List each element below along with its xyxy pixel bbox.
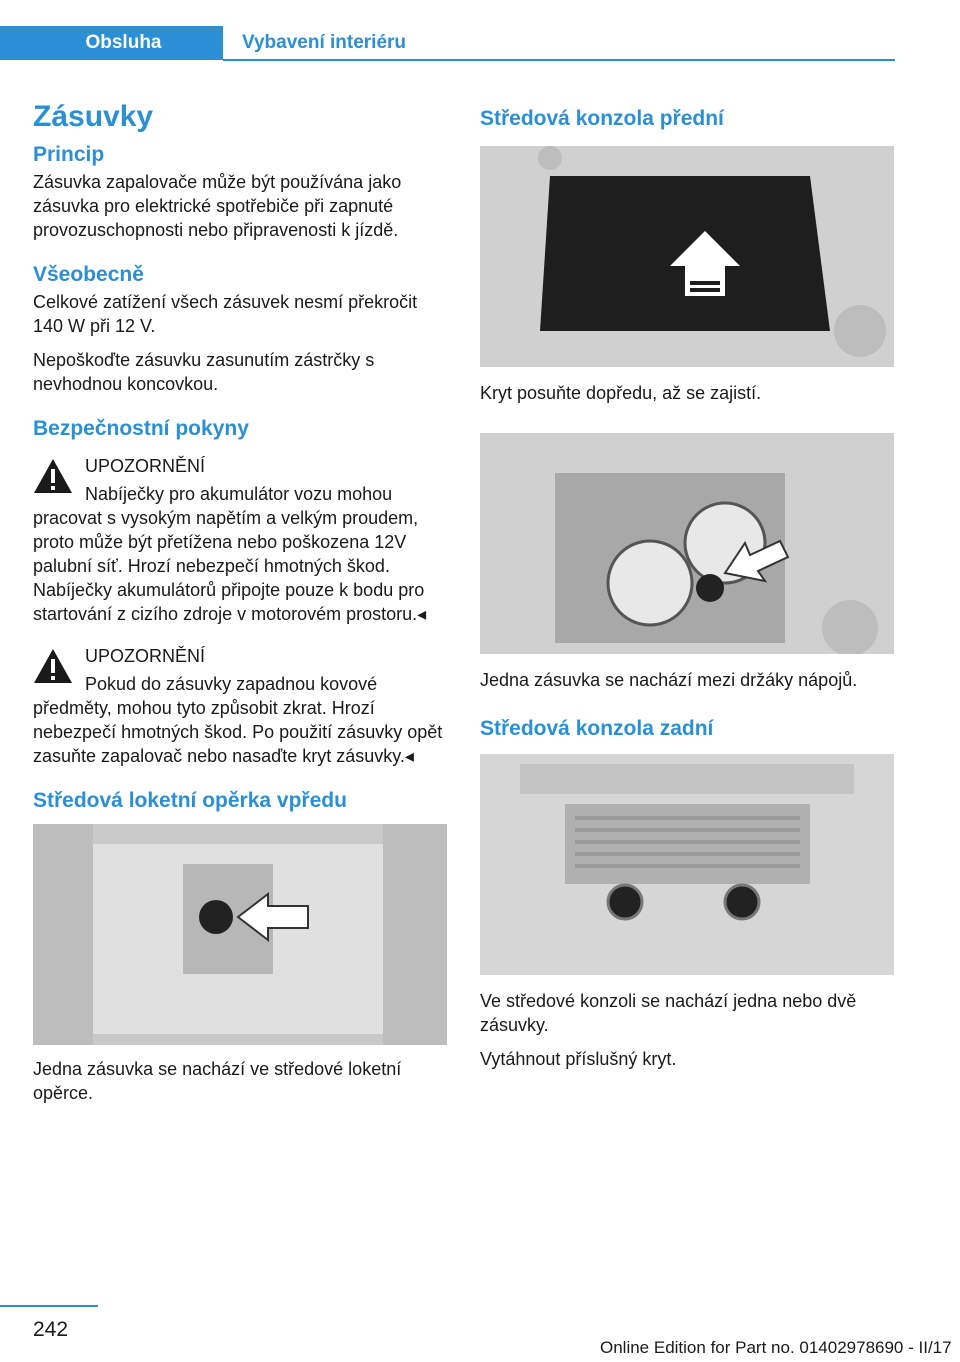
- edition-note: Online Edition for Part no. 01402978690 - II/17: [600, 1338, 952, 1357]
- paragraph-princip: Zásuvka zapalovače může být používána jako zásuvka pro elektrické spotřebiče při zapnuté provozuschopnosti nebo připravenosti k jízdě.: [33, 172, 402, 240]
- warning-title-1: UPOZORNĚNÍ: [85, 456, 206, 476]
- heading-loketni-operka: Středová loketní opěrka vpředu: [33, 789, 347, 812]
- heading-princip: Princip: [33, 143, 105, 166]
- caption-front-console-2: Jedna zásuvka se nachází mezi držáky nápojů.: [480, 670, 858, 690]
- warning-title-2: UPOZORNĚNÍ: [85, 646, 206, 666]
- tab-obsluha[interactable]: Obsluha: [0, 26, 223, 60]
- caption-rear-console-1: Ve středové konzoli se nachází jedna nebo dvě zásuvky.: [480, 991, 857, 1035]
- photo-armrest-socket: [33, 824, 447, 1045]
- warning-text-2: Pokud do zásuvky zapadnou kovové předměty, mohou tyto způsobit zkrat. Hrozí nebezpečí hmotných škod. Po použití zásuvky opět zasuňte zapalovač nebo nasaďte kryt zásuvky.◂: [33, 674, 443, 766]
- heading-bezpecnostni-pokyny: Bezpečnostní pokyny: [33, 417, 249, 440]
- page-number: 242: [33, 1318, 69, 1341]
- heading-konzola-predni: Středová konzola přední: [480, 107, 724, 130]
- warning-triangle-icon: [33, 648, 73, 684]
- left-column: [33, 100, 451, 1105]
- caption-armrest: Jedna zásuvka se nachází ve středové loketní opěrce.: [33, 1059, 402, 1103]
- warning-triangle-icon: [33, 458, 73, 494]
- photo-rear-console-sockets: [480, 754, 894, 975]
- right-column: [480, 100, 898, 1071]
- tab-vybaveni-interieru[interactable]: Vybavení interiéru: [242, 32, 407, 53]
- header-divider: [223, 59, 895, 61]
- warning-block-1: [33, 454, 451, 626]
- page-header: [0, 26, 895, 60]
- paragraph-vseobecne-1: Celkové zatížení všech zásuvek nesmí překročit 140 W při 12 V.: [33, 292, 418, 336]
- paragraph-vseobecne-2: Nepoškoďte zásuvku zasunutím zástrčky s nevhodnou koncovkou.: [33, 350, 375, 394]
- page-title: Zásuvky: [33, 100, 154, 133]
- photo-front-console-socket: [480, 433, 894, 654]
- photo-front-console-cover: [480, 146, 894, 367]
- footer-divider: [0, 1305, 98, 1307]
- warning-block-2: [33, 644, 451, 768]
- caption-front-console-1: Kryt posuňte dopředu, až se zajistí.: [480, 383, 762, 403]
- warning-text-1: Nabíječky pro akumulátor vozu mohou pracovat s vysokým napětím a velkým proudem, proto může být přetížena nebo poškozena 12V palubní síť. Hrozí nebezpečí hmotných škod. Nabíječky akumulátorů připojte pouze k bodu pro startování z cizího zdroje v motorovém prostoru.◂: [33, 484, 427, 624]
- caption-rear-console-2: Vytáhnout příslušný kryt.: [480, 1049, 677, 1069]
- heading-konzola-zadni: Středová konzola zadní: [480, 717, 714, 740]
- heading-vseobecne: Všeobecně: [33, 263, 144, 286]
